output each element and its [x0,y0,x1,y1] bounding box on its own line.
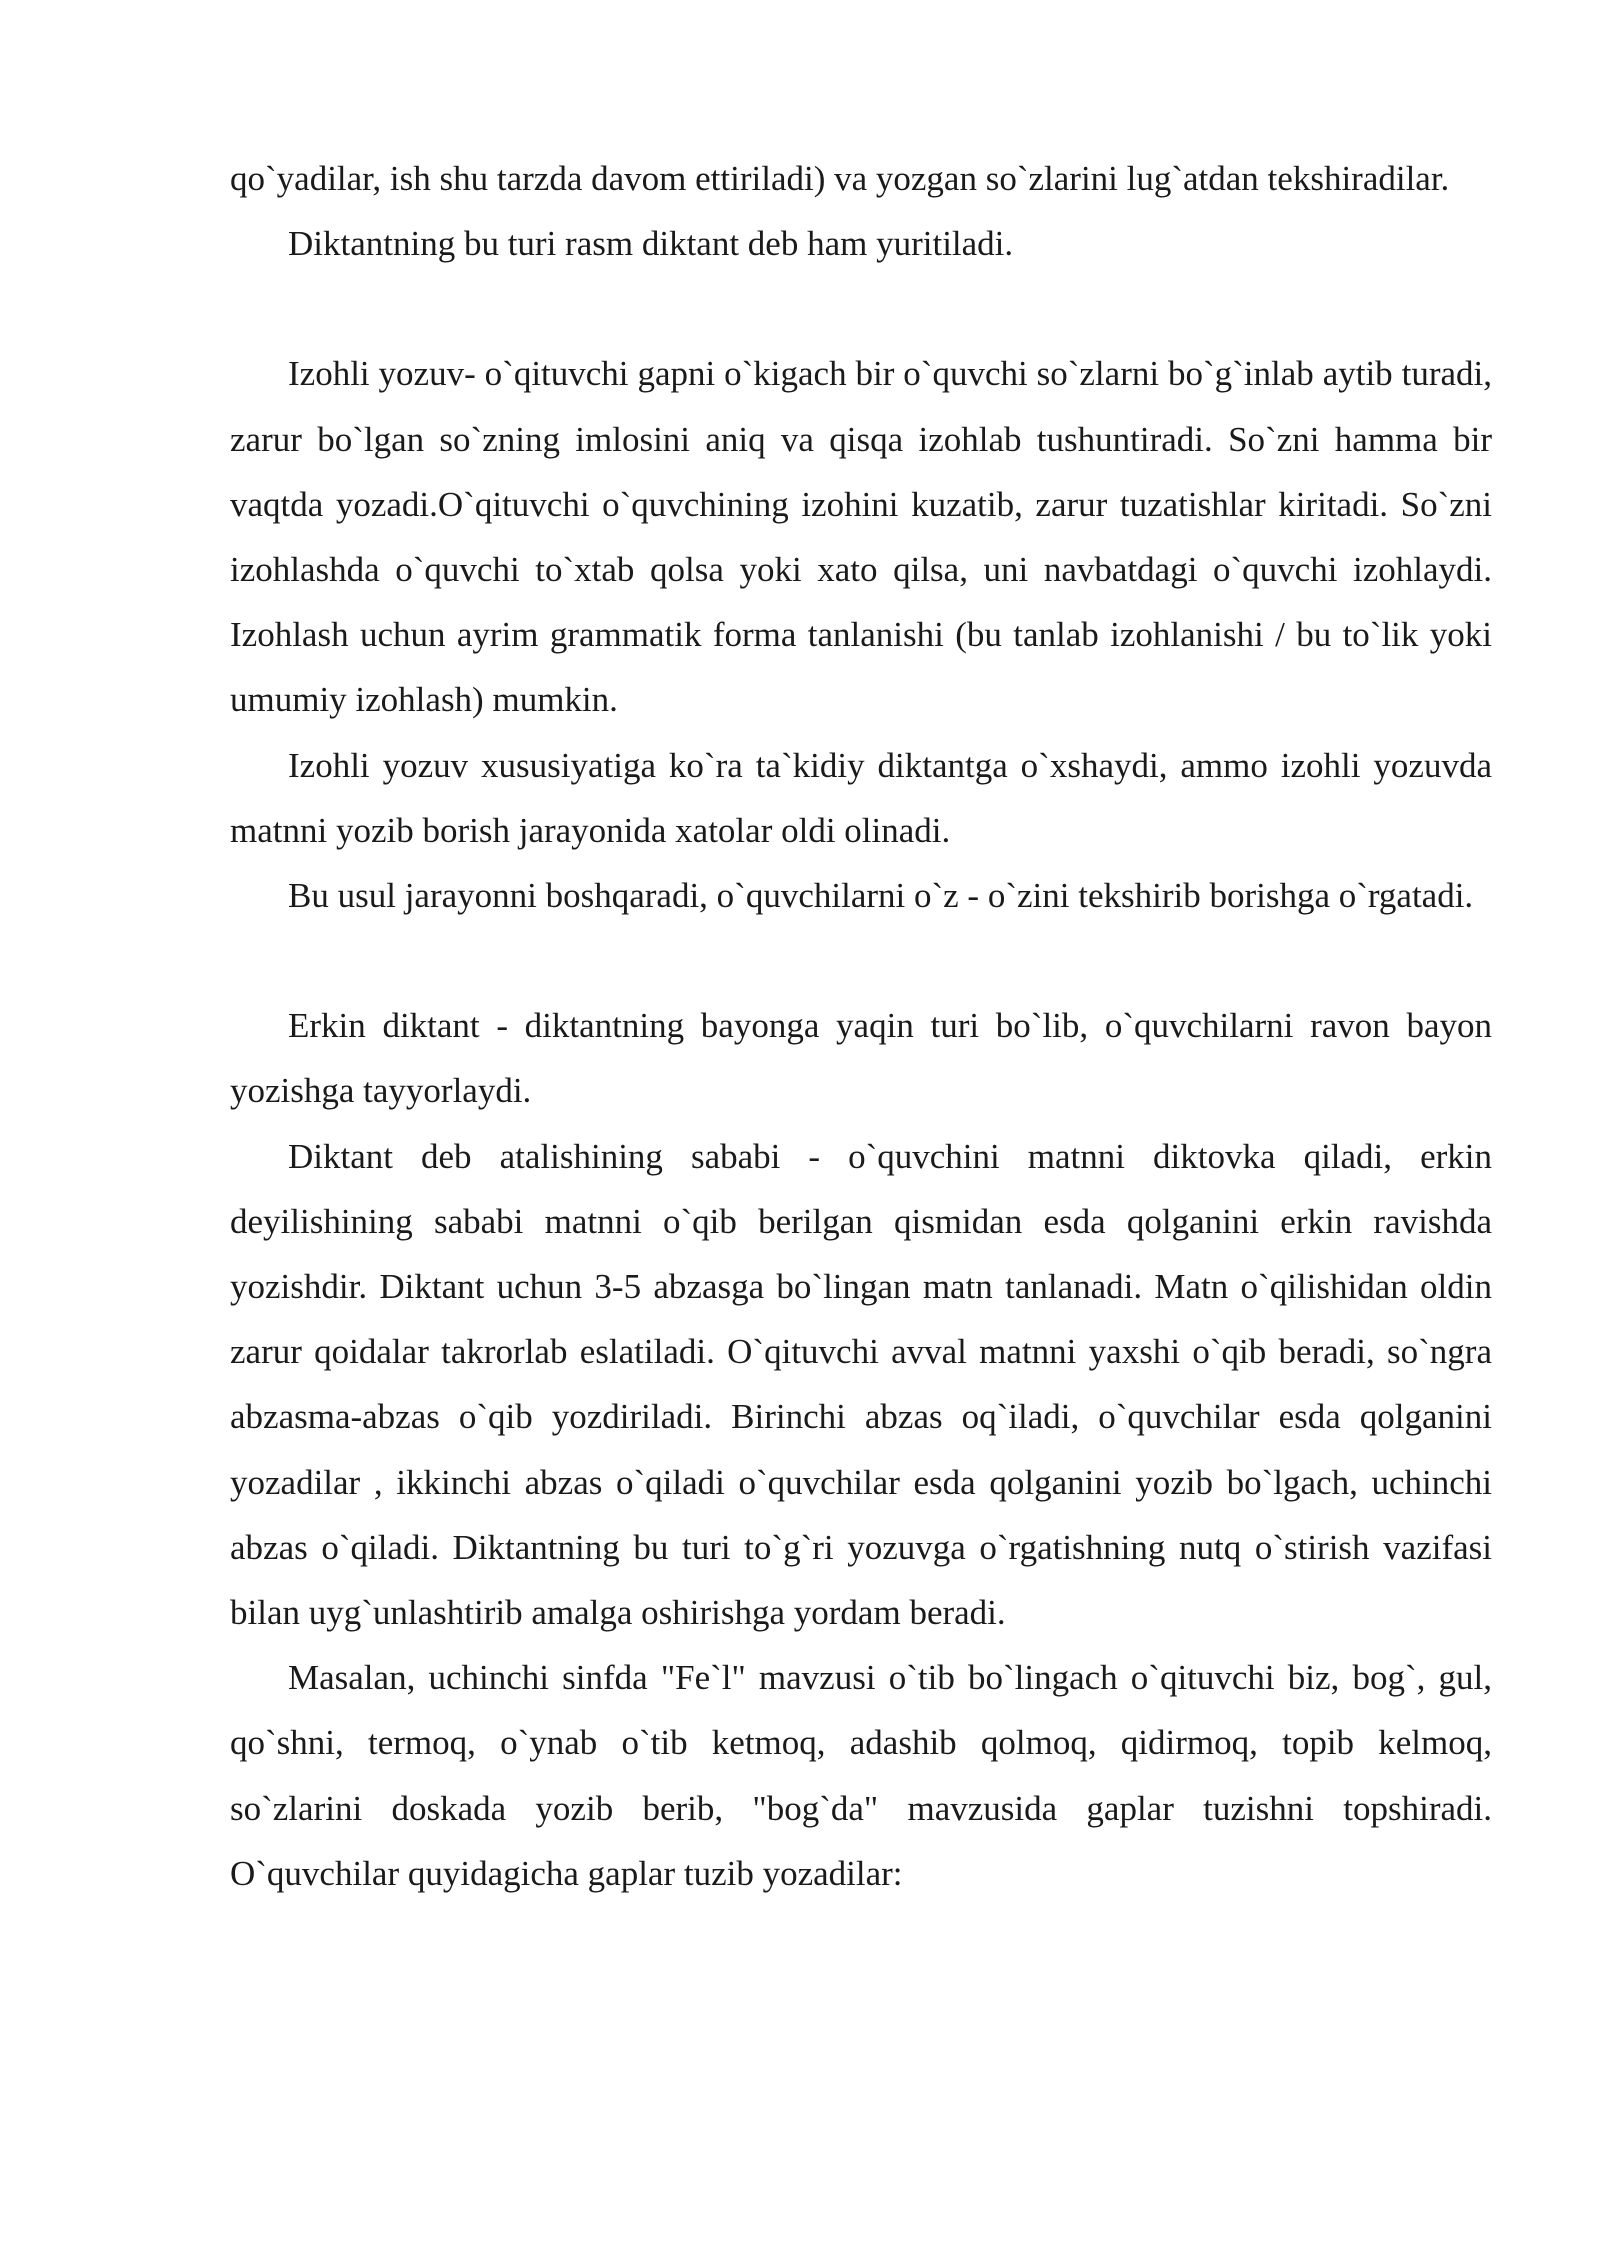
paragraph-rasm-diktant: Diktantning bu turi rasm diktant deb ham yuritiladi. [288,224,1014,264]
paragraph-erkin-diktant: Erkin diktant - diktantning bayonga yaqin turi bo`lib, o`quvchilarni ravon bayon yozishga tayyorlaydi. [230,1006,1492,1111]
paragraph-izohli-yozuv-xususiyati: Izohli yozuv xususiyatiga ko`ra ta`kidiy diktantga o`xshaydi, ammo izohli yozuvda matnni yozib borish jarayonida xatolar oldi olinadi. [230,745,1492,850]
document-body [230,146,1492,1906]
paragraph-usul: Bu usul jarayonni boshqaradi, o`quvchilarni o`z - o`zini tekshirib borishga o`rgatadi. [288,876,1474,916]
paragraph-izohli-yozuv: Izohli yozuv- o`qituvchi gapni o`kigach bir o`quvchi so`zlarni bo`g`inlab aytib turadi, zarur bo`lgan so`zning imlosini aniq va qisqa izohlab tushuntiradi. So`zni hamma bir vaqtda yozadi.O`qituvchi o`quvchining izohini kuzatib, zarur tuzatishlar kiritadi. So`zni izohlashda o`quvchi to`xtab qolsa yoki xato qilsa, uni navbatdagi o`quvchi izohlaydi. Izohlash uchun ayrim grammatik forma tanlanishi (bu tanlab izohlanishi / bu to`lik yoki umumiy izohlash) mumkin. [230,354,1492,720]
paragraph-diktant-sababi: Diktant deb atalishining sababi - o`quvchini matnni diktovka qiladi, erkin deyilishining sababi matnni o`qib berilgan qismidan esda qolganini erkin ravishda yozishdir. Diktant uchun 3-5 abzasga bo`lingan matn tanlanadi. Matn o`qilishidan oldin zarur qoidalar takrorlab eslatiladi. O`qituvchi avval matnni yaxshi o`qib beradi, so`ngra abzasma-abzas o`qib yozdiriladi. Birinchi abzas oq`iladi, o`quvchilar esda qolganini yozadilar , ikkinchi abzas o`qiladi o`quvchilar esda qolganini yozib bo`lgach, uchinchi abzas o`qiladi. Diktantning bu turi to`g`ri yozuvga o`rgatishning nutq o`stirish vazifasi bilan uyg`unlashtirib amalga oshirishga yordam beradi. [230,1136,1492,1633]
paragraph-continuation: qo`yadilar, ish shu tarzda davom ettiriladi) va yozgan so`zlarini lug`atdan tekshiradilar. [230,159,1450,198]
paragraph-masalan: Masalan, uchinchi sinfda "Fe`l" mavzusi o`tib bo`lingach o`qituvchi biz, bog`, gul, qo`shni, termoq, o`ynab o`tib ketmoq, adashib qolmoq, qidirmoq, topib kelmoq, so`zlarini doskada yozib berib, "bog`da" mavzusida gaplar tuzishni topshiradi. O`quvchilar quyidagicha gaplar tuzib yozadilar: [230,1658,1492,1893]
